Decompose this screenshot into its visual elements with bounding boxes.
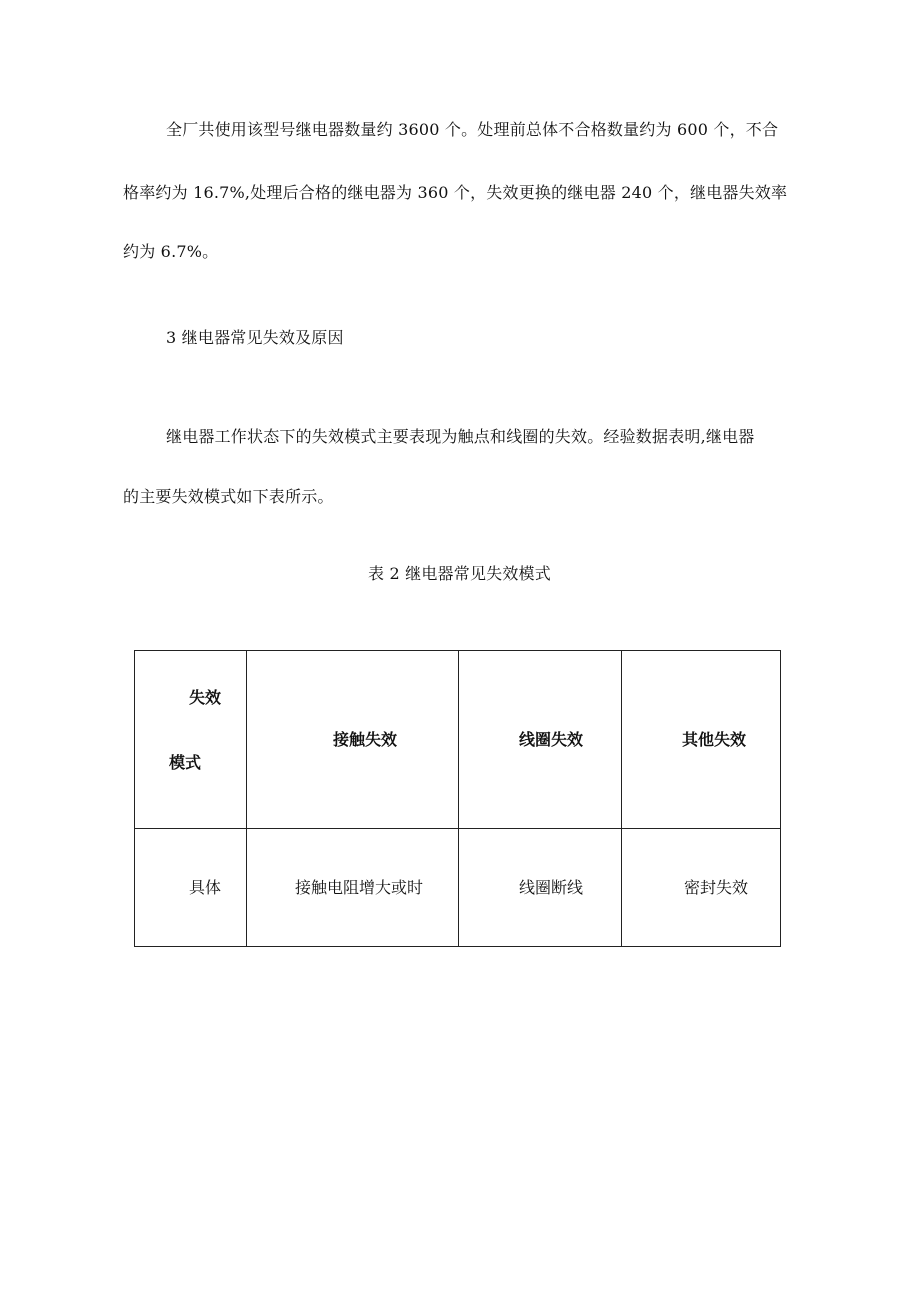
cell-other-failure-text: 密封失效 xyxy=(684,877,749,897)
header-contact-failure xyxy=(247,651,459,829)
paragraph-2-line-1: 继电器工作状态下的失效模式主要表现为触点和线圈的失效。经验数据表明,继电器 xyxy=(166,427,755,446)
paragraph-1-line-1: 全厂共使用该型号继电器数量约 3600 个。处理前总体不合格数量约为 600 个，不合 xyxy=(166,120,779,139)
cell-coil-failure xyxy=(459,829,622,947)
header-coil-failure-label: 线圈失效 xyxy=(519,729,584,749)
row-label: 具体 xyxy=(189,877,222,897)
cell-contact-failure xyxy=(247,829,459,947)
paragraph-2-line-2: 的主要失效模式如下表所示。 xyxy=(123,487,334,506)
header-coil-failure xyxy=(459,651,622,829)
table-header-row xyxy=(135,651,781,829)
corner-label-bottom: 模式 xyxy=(169,753,202,772)
cell-other-failure xyxy=(622,829,781,947)
table-row xyxy=(135,829,781,947)
header-contact-failure-label: 接触失效 xyxy=(333,729,398,749)
failure-mode-table xyxy=(134,650,781,947)
paragraph-1-line-3: 约为 6.7%。 xyxy=(123,242,219,261)
header-other-failure xyxy=(622,651,781,829)
cell-contact-failure-text: 接触电阻增大或时 xyxy=(295,877,424,897)
paragraph-1-line-2: 格率约为 16.7%,处理后合格的继电器为 360 个，失效更换的继电器 240 个，继电器失效率 xyxy=(123,183,788,202)
corner-label-top: 失效 xyxy=(189,688,222,707)
row-label-cell xyxy=(135,829,247,947)
table-corner-cell xyxy=(135,651,247,829)
header-other-failure-label: 其他失效 xyxy=(682,729,747,749)
section-heading: 3 继电器常见失效及原因 xyxy=(166,328,344,347)
cell-coil-failure-text: 线圈断线 xyxy=(519,877,584,897)
table-caption: 表 2 继电器常见失效模式 xyxy=(368,564,551,583)
